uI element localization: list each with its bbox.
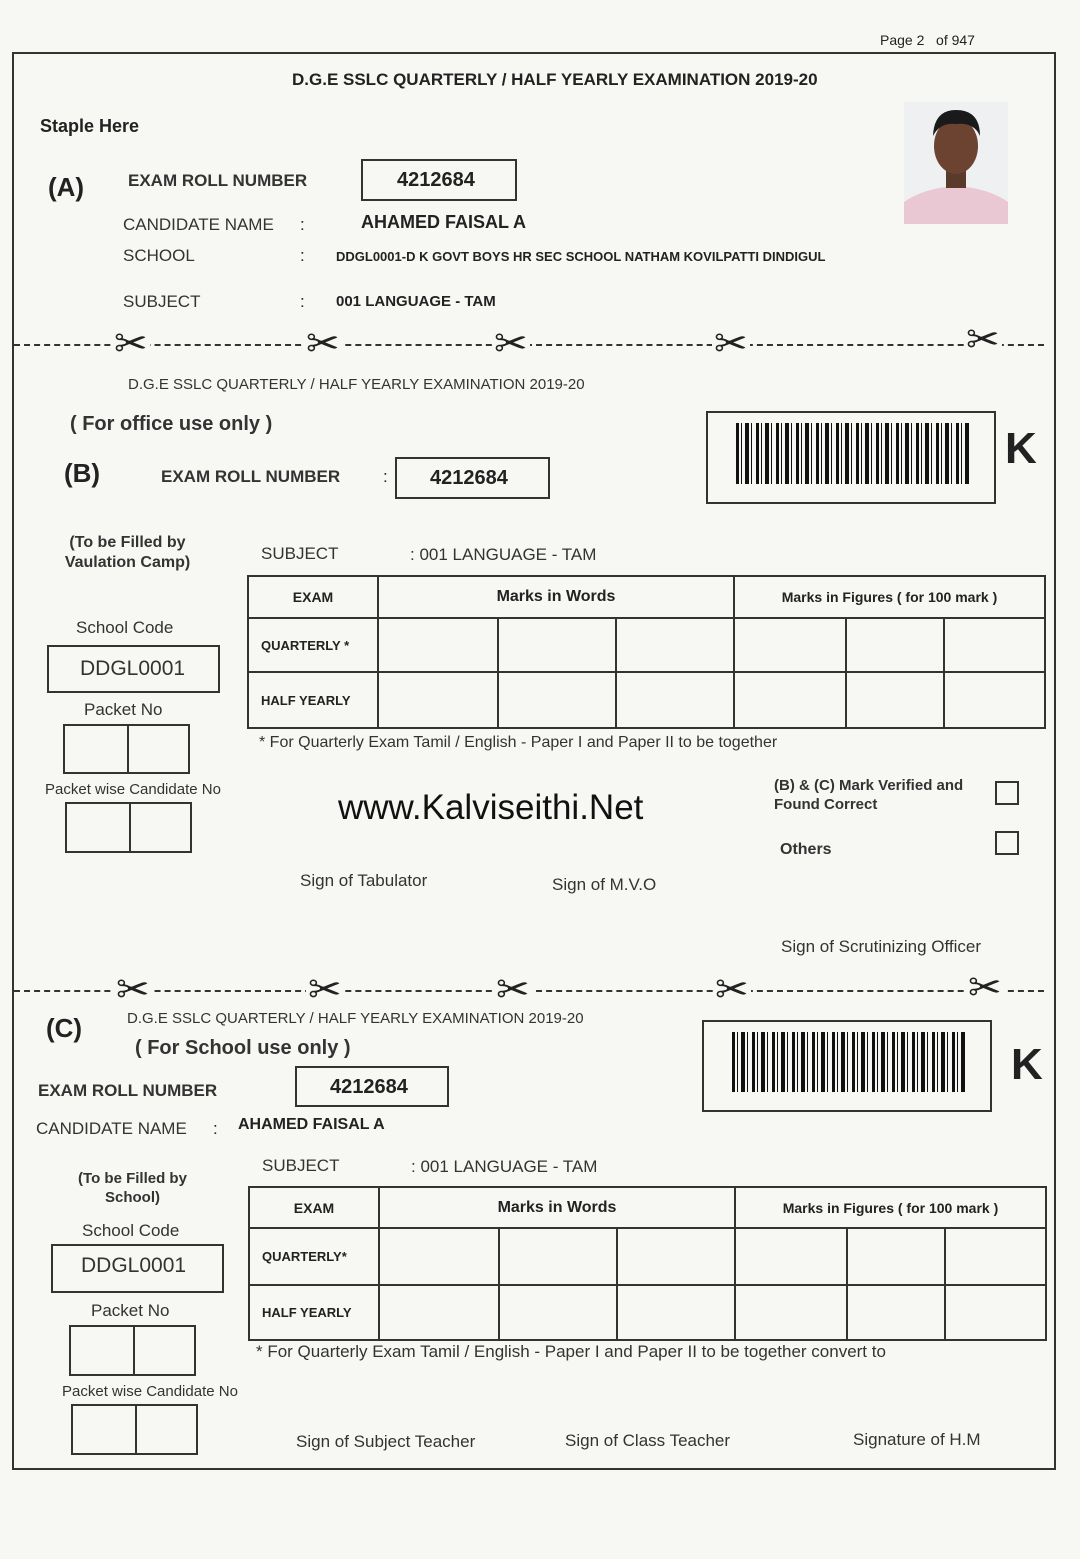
marks-in-figures-header: Marks in Figures ( for 100 mark ) xyxy=(735,1187,1046,1228)
marks-cell[interactable] xyxy=(735,1285,847,1340)
scissors-icon: ✂ xyxy=(968,966,1002,1010)
scissors-icon: ✂ xyxy=(116,968,150,1012)
marks-table xyxy=(247,575,1046,729)
office-use-label: ( For office use only ) xyxy=(70,413,273,435)
sign-scrutinizing-officer: Sign of Scrutinizing Officer xyxy=(781,937,981,956)
school-code-label: School Code xyxy=(82,1221,180,1240)
scissors-icon: ✂ xyxy=(114,322,148,366)
subject-value: 001 LANGUAGE - TAM xyxy=(336,293,496,310)
note: * For Quarterly Exam Tamil / English - Paper I and Paper II to be together xyxy=(259,734,778,751)
page-number: Page 2 of 947 xyxy=(880,32,975,48)
verified-label: (B) & (C) Mark Verified and Found Correct xyxy=(774,777,964,813)
subject-label: SUBJECT xyxy=(261,544,339,563)
main-title: D.G.E SSLC QUARTERLY / HALF YEARLY EXAMINATION 2019-20 xyxy=(292,70,818,89)
scissors-icon: ✂ xyxy=(306,322,340,366)
marks-cell[interactable] xyxy=(379,1285,499,1340)
scissors-icon: ✂ xyxy=(714,322,748,366)
marks-cell[interactable] xyxy=(616,618,734,672)
marks-cell[interactable] xyxy=(378,672,498,728)
section-b-title: D.G.E SSLC QUARTERLY / HALF YEARLY EXAMINATION 2019-20 xyxy=(128,376,585,393)
packet-wise-label: Packet wise Candidate No xyxy=(62,1383,238,1400)
school-value: DDGL0001-D K GOVT BOYS HR SEC SCHOOL NATHAM KOVILPATTI DINDIGUL xyxy=(336,249,826,264)
marks-cell[interactable] xyxy=(499,1285,617,1340)
barcode xyxy=(706,411,996,504)
marks-cell[interactable] xyxy=(944,672,1045,728)
subject-value: : 001 LANGUAGE - TAM xyxy=(410,545,597,564)
packet-wise-candidate-box[interactable] xyxy=(65,802,192,853)
marks-in-figures-header: Marks in Figures ( for 100 mark ) xyxy=(734,576,1045,618)
marks-cell[interactable] xyxy=(498,672,616,728)
subject-label: SUBJECT xyxy=(262,1156,340,1175)
candidate-name-label: CANDIDATE NAME xyxy=(123,215,274,234)
packet-no-label: Packet No xyxy=(91,1301,170,1320)
roll-number-value: 4212684 xyxy=(397,169,475,191)
roll-number-value: 4212684 xyxy=(330,1076,408,1098)
verified-checkbox[interactable] xyxy=(995,781,1019,805)
signature-hm: Signature of H.M xyxy=(853,1430,981,1449)
half-yearly-row-label: HALF YEARLY xyxy=(248,672,378,728)
marks-cell[interactable] xyxy=(499,1228,617,1285)
staple-here-label: Staple Here xyxy=(40,116,140,136)
school-code-value: DDGL0001 xyxy=(80,657,186,680)
marks-cell[interactable] xyxy=(734,618,846,672)
candidate-photo xyxy=(904,102,1008,224)
scissors-icon: ✂ xyxy=(496,968,530,1012)
sign-mvo: Sign of M.V.O xyxy=(552,875,657,894)
filled-by-label: (To be Filled by Vaulation Camp) xyxy=(64,534,191,571)
school-code-value: DDGL0001 xyxy=(81,1254,187,1277)
roll-number-label: EXAM ROLL NUMBER xyxy=(161,467,341,486)
colon: : xyxy=(383,467,388,486)
scissors-icon: ✂ xyxy=(494,322,528,366)
roll-number-value: 4212684 xyxy=(430,467,508,489)
marks-cell[interactable] xyxy=(944,618,1045,672)
barcode xyxy=(702,1020,992,1112)
half-yearly-row-label: HALF YEARLY xyxy=(249,1285,379,1340)
marks-in-words-header: Marks in Words xyxy=(379,1187,735,1228)
colon: : xyxy=(213,1119,218,1138)
marks-cell[interactable] xyxy=(847,1228,945,1285)
exam-header: EXAM xyxy=(249,1187,379,1228)
marks-cell[interactable] xyxy=(378,618,498,672)
section-b-letter: (B) xyxy=(64,458,101,488)
scissors-icon: ✂ xyxy=(715,968,749,1012)
packet-no-box[interactable] xyxy=(63,724,190,774)
marks-cell[interactable] xyxy=(846,672,944,728)
barcode-letter: K xyxy=(1005,424,1037,473)
marks-cell[interactable] xyxy=(617,1228,735,1285)
school-use-label: ( For School use only ) xyxy=(135,1037,351,1059)
scissors-icon: ✂ xyxy=(966,318,1000,362)
section-a-letter: (A) xyxy=(48,172,85,202)
marks-cell[interactable] xyxy=(498,618,616,672)
note: * For Quarterly Exam Tamil / English - Paper I and Paper II to be together convert to xyxy=(256,1342,886,1361)
section-c-title: D.G.E SSLC QUARTERLY / HALF YEARLY EXAMINATION 2019-20 xyxy=(127,1010,584,1027)
marks-in-words-header: Marks in Words xyxy=(378,576,734,618)
watermark: www.Kalviseithi.Net xyxy=(338,788,644,827)
candidate-name-label: CANDIDATE NAME xyxy=(36,1119,187,1138)
barcode-letter: K xyxy=(1011,1040,1043,1089)
filled-by-label: (To be Filled by School) xyxy=(78,1170,187,1206)
colon: : xyxy=(300,246,305,265)
packet-no-box[interactable] xyxy=(69,1325,196,1376)
subject-label: SUBJECT xyxy=(123,292,201,311)
school-label: SCHOOL xyxy=(123,246,195,265)
exam-header: EXAM xyxy=(248,576,378,618)
sign-subject-teacher: Sign of Subject Teacher xyxy=(296,1432,476,1451)
packet-no-label: Packet No xyxy=(84,700,163,719)
others-label: Others xyxy=(780,841,832,858)
quarterly-row-label: QUARTERLY * xyxy=(248,618,378,672)
school-code-label: School Code xyxy=(76,618,174,637)
marks-cell[interactable] xyxy=(617,1285,735,1340)
section-c-letter: (C) xyxy=(46,1013,83,1043)
marks-cell[interactable] xyxy=(379,1228,499,1285)
colon: : xyxy=(300,215,305,234)
marks-cell[interactable] xyxy=(735,1228,847,1285)
marks-cell[interactable] xyxy=(734,672,846,728)
roll-number-label: EXAM ROLL NUMBER xyxy=(38,1081,218,1100)
others-checkbox[interactable] xyxy=(995,831,1019,855)
quarterly-row-label: QUARTERLY* xyxy=(249,1228,379,1285)
sign-tabulator: Sign of Tabulator xyxy=(300,871,428,890)
scissors-icon: ✂ xyxy=(308,968,342,1012)
packet-wise-label: Packet wise Candidate No xyxy=(45,781,221,798)
marks-cell[interactable] xyxy=(846,618,944,672)
marks-cell[interactable] xyxy=(945,1285,1046,1340)
roll-number-label: EXAM ROLL NUMBER xyxy=(128,171,308,190)
packet-wise-candidate-box[interactable] xyxy=(71,1404,198,1455)
marks-table xyxy=(248,1186,1047,1341)
sign-class-teacher: Sign of Class Teacher xyxy=(565,1431,731,1450)
marks-cell[interactable] xyxy=(616,672,734,728)
candidate-name-value: AHAMED FAISAL A xyxy=(361,212,527,232)
marks-cell[interactable] xyxy=(847,1285,945,1340)
colon: : xyxy=(300,292,305,311)
candidate-name-value: AHAMED FAISAL A xyxy=(238,1116,385,1133)
marks-cell[interactable] xyxy=(945,1228,1046,1285)
subject-value: : 001 LANGUAGE - TAM xyxy=(411,1157,598,1176)
